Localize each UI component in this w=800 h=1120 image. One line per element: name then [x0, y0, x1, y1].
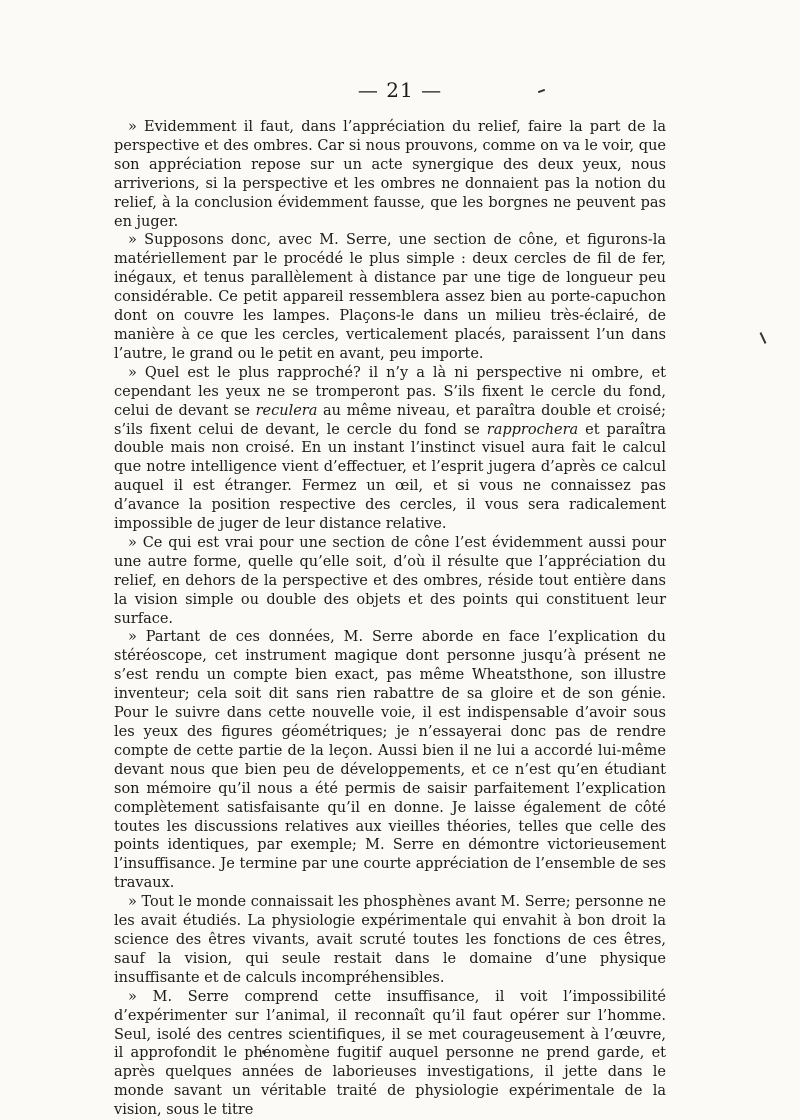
paragraph: » Tout le monde connaissait les phosphènes avant M. Serre; personne ne les avait étudiés. La physiologie expérimentale qui envahit à bon droit la science des êtres vivants, avait scruté toutes les fonctions de ces êtres, sauf la vision, qui seule restait dans le domaine d’une physique insuffisante et de calculs incompréhensibles.: [114, 894, 666, 986]
paragraph-text: » Quel est le plus rapproché? il n’y a là ni perspective ni ombre, et cependant les yeux ne se tromperont pas. S’ils fixent le cercle du fond, celui de devant se: [114, 364, 666, 419]
italic-word: rapprochera: [486, 421, 579, 438]
italic-word: reculera: [255, 402, 318, 419]
paragraph: » Ce qui est vrai pour une section de cône l’est évidemment aussi pour une autre forme, quelle qu’elle soit, d’où il résulte que l’appréciation du relief, en dehors de la perspective et des ombres, réside tout entière dans la vision simple ou double des objets et des points qui constituent leur surface.: [114, 534, 666, 627]
paragraph-text: au même niveau, et paraîtra double et croisé; s’ils fixent celui de devant, le cercle du fond se: [114, 402, 666, 438]
paragraph: » Supposons donc, avec M. Serre, une section de cône, et figurons-la matériellement par le procédé le plus simple : deux cercles de fil de fer, inégaux, et tenus parallèlement à distance par une tige de longueur peu considérable. Ce petit appareil ressemblera assez bien au porte-capuchon dont on couvre les lampes. Plaçons-le dans un milieu très-éclairé, de manière à ce que les cercles, verticalement placés, paraissent l’un dans l’autre, le grand ou le petit en avant, peu importe.: [114, 232, 666, 362]
paragraph-text: et paraîtra double mais non croisé. En un instant l’instinct visuel aura fait le calcul que notre intelligence vient d’effectuer, et l’esprit jugera d’après ce calcul auquel il est étranger. Fermez un œil, et si vous ne connaissez pas d’avance la position respective des cercles, il vous sera radicalement impossible de juger de leur distance relative.: [114, 421, 666, 533]
paragraph: [114, 364, 666, 534]
paragraph: » Partant de ces données, M. Serre aborde en face l’explication du stéréoscope, cet instrument magique dont personne jusqu’à présent ne s’est rendu un compte bien exact, pas même Wheatsthone, son illustre inventeur; cela soit dit sans rien rabattre de sa gloire et de son génie. Pour le suivre dans cette nouvelle voie, il est indispensable d’avoir sous les yeux des figures géométriques; je n’essayerai donc pas de rendre compte de cette partie de la leçon. Aussi bien il ne lui a accordé lui-même devant nous que bien peu de développements, et ce n’est qu’en étudiant son mémoire qu’il nous a été permis de saisir parfaitement l’explication complètement satisfaisante qu’il en donne. Je laisse également de côté toutes les discussions relatives aux vieilles théories, telles que celle des points identiques, par exemple; M. Serre en démontre victorieusement l’insuffisance. Je termine par une courte appréciation de l’ensemble de ses travaux.: [114, 629, 666, 892]
paragraph: » Evidemment il faut, dans l’appréciation du relief, faire la part de la perspective et des ombres. Car si nous prouvons, comme on va le voir, que son appréciation repose sur un acte synergique des deux yeux, nous arriverions, si la perspective et les ombres ne donnaient pas la notion du relief, à la conclusion évidemment fausse, que les borgnes ne peuvent pas en juger.: [114, 119, 666, 230]
body-text: [114, 118, 666, 1120]
paragraph: » M. Serre comprend cette insuffisance, il voit l’impossibilité d’expérimenter sur l’animal, il reconnaît qu’il faut opérer sur l’homme. Seul, isolé des centres scientifiques, il se met courageusement à l’œuvre, il approfondit le phénomène fugitif auquel personne ne prend garde, et après quelques années de laborieuses investigations, il jette dans le monde savant un véritable traité de physiologie expérimentale de la vision, sous le titre: [114, 988, 666, 1119]
ink-mark: [760, 332, 767, 344]
page-number: — 21 —: [357, 78, 443, 102]
